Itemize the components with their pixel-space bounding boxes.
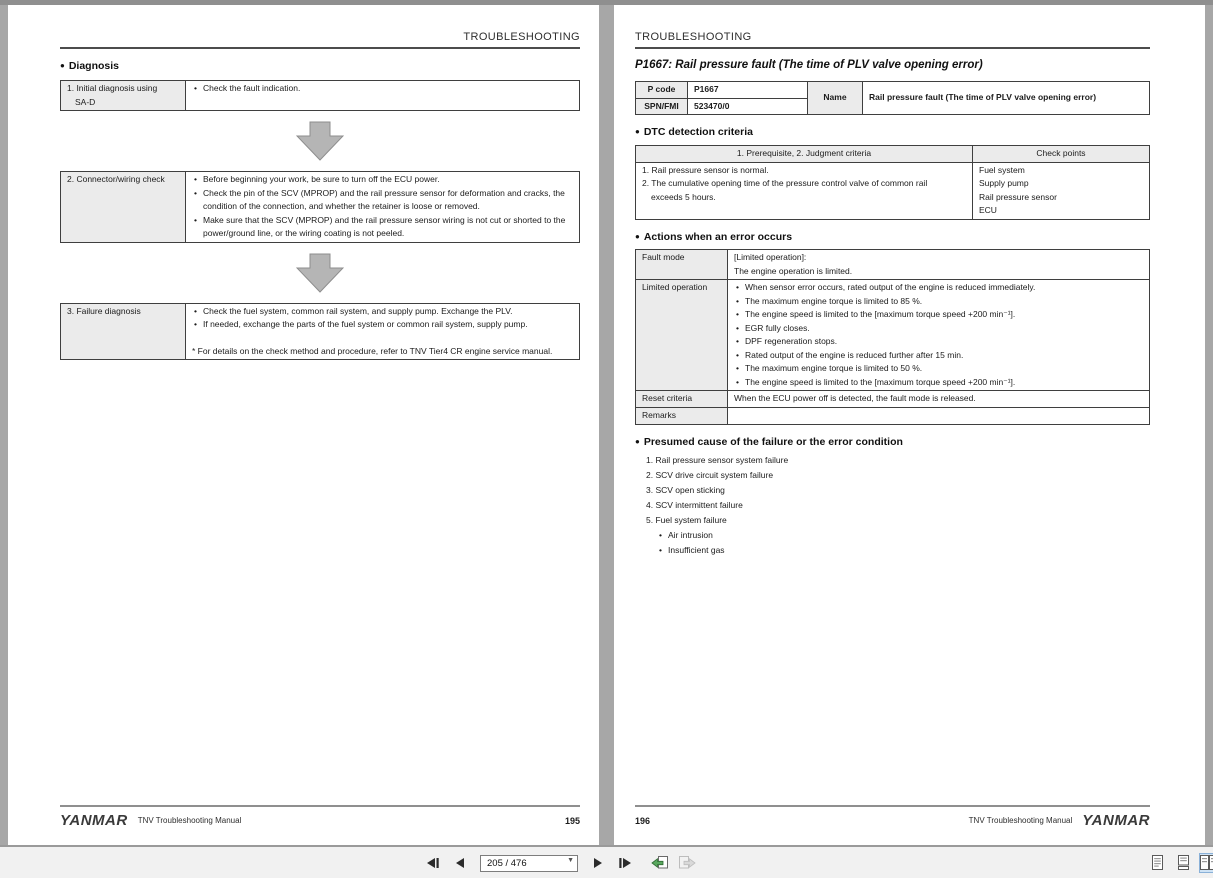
limited-operation-bullet: • The maximum engine torque is limited to 85 %.	[734, 295, 1143, 309]
first-page-icon[interactable]	[424, 854, 442, 872]
presumed-cause-item: 5. Fuel system failure	[646, 514, 727, 525]
checkpoints-cell	[973, 162, 1150, 220]
step1-label-line1: 1. Initial diagnosis using	[67, 83, 158, 93]
section-heading-dtc-criteria: ● DTC detection criteria	[635, 126, 1150, 138]
page-number-input[interactable]	[480, 855, 578, 872]
step2-bullet: • Check the pin of the SCV (MPROP) and the rail pressure sensor for deformation and cracks, the condition of the connection, and whether the retainer is loose or removed.	[192, 187, 573, 214]
next-view-icon[interactable]	[678, 854, 696, 872]
check-point: Fuel system	[979, 164, 1025, 175]
yanmar-logo: YANMAR	[1082, 812, 1150, 829]
fault-mode-label-cell: Fault mode	[636, 250, 728, 280]
table-row	[636, 82, 1150, 99]
manual-page-left	[8, 5, 599, 845]
reset-criteria-label-cell: Reset criteria	[636, 391, 728, 408]
step1-label-line2: SA-D	[75, 96, 96, 107]
check-point: ECU	[979, 205, 997, 215]
footer-rule	[635, 805, 1150, 807]
remarks-value-cell	[728, 407, 1150, 424]
step3-label-cell	[61, 303, 186, 360]
pcode-value-cell: P1667	[688, 82, 808, 99]
table-row	[636, 391, 1150, 408]
single-page-view-icon[interactable]	[1147, 853, 1167, 873]
check-point: Supply pump	[979, 178, 1029, 188]
presumed-cause-item: 1. Rail pressure sensor system failure	[646, 454, 789, 465]
chevron-down-icon[interactable]: ▼	[567, 857, 574, 864]
limited-operation-value-cell	[728, 280, 1150, 391]
page-navigation-group	[424, 847, 696, 878]
spn-value-cell: 523470/0	[688, 98, 808, 115]
actions-table	[635, 249, 1150, 425]
step2-bullet: • Make sure that the SCV (MPROP) and the rail pressure sensor wiring is not cut or shorted to the power/ground line, or the wiring coating is not peeled.	[192, 214, 573, 241]
page-footer	[635, 805, 1150, 829]
flow-down-arrow-icon	[296, 121, 344, 161]
table-row	[61, 81, 580, 111]
step2-label: 2. Connector/wiring check	[67, 174, 165, 184]
reset-criteria-value-cell: When the ECU power off is detected, the fault mode is released.	[728, 391, 1150, 408]
page-footer	[60, 805, 580, 829]
presumed-cause-item: 3. SCV open sticking	[646, 484, 725, 495]
flow-down-arrow-icon	[296, 253, 344, 293]
manual-title: TNV Troubleshooting Manual	[137, 816, 242, 825]
diagnosis-step1-table	[60, 80, 580, 111]
viewer-statusbar	[0, 845, 1213, 878]
spn-label-cell: SPN/FMI	[636, 98, 688, 115]
fault-mode-line: The engine operation is limited.	[734, 265, 853, 276]
presumed-cause-sub-item: • Insufficient gas	[646, 543, 1150, 558]
presumed-cause-item: 4. SCV intermittent failure	[646, 499, 743, 510]
diagnosis-step3-table	[60, 303, 580, 361]
dtc-criteria-table	[635, 145, 1150, 220]
section-heading-actions: ● Actions when an error occurs	[635, 231, 1150, 243]
limited-operation-bullet: • The engine speed is limited to the [maximum torque speed +200 min⁻¹].	[734, 376, 1143, 390]
fault-mode-line: [Limited operation]:	[734, 252, 807, 262]
criteria-cell	[636, 162, 973, 220]
last-page-icon[interactable]	[616, 854, 634, 872]
step3-label: 3. Failure diagnosis	[67, 305, 141, 316]
header-rule	[60, 47, 580, 49]
footer-rule	[60, 805, 580, 807]
step3-detail-cell	[186, 303, 580, 360]
name-value-cell: Rail pressure fault (The time of PLV valve opening error)	[863, 82, 1150, 115]
table-header-row	[636, 146, 1150, 163]
table-row	[61, 172, 580, 243]
name-label-cell: Name	[808, 82, 863, 115]
criteria-line: exceeds 5 hours.	[651, 191, 716, 202]
step2-label-cell	[61, 172, 186, 243]
pdf-canvas	[0, 5, 1213, 845]
remarks-label-cell: Remarks	[636, 407, 728, 424]
limited-operation-bullet: • The maximum engine torque is limited to 50 %.	[734, 362, 1143, 376]
table-row	[636, 407, 1150, 424]
criteria-line: 1. Rail pressure sensor is normal.	[642, 164, 769, 175]
limited-operation-bullet: • Rated output of the engine is reduced further after 15 min.	[734, 349, 1143, 363]
yanmar-logo: YANMAR	[60, 812, 128, 829]
limited-operation-bullet: • The engine speed is limited to the [maximum torque speed +200 min⁻¹].	[734, 308, 1143, 322]
manual-page-right	[614, 5, 1205, 845]
running-header: TROUBLESHOOTING	[635, 31, 752, 43]
page-number-combo	[480, 853, 578, 872]
table-row	[636, 280, 1150, 391]
page-number: 196	[635, 815, 651, 826]
section-heading-presumed-cause: ● Presumed cause of the failure or the error condition	[635, 436, 1150, 448]
criteria-header-cell: 1. Prerequisite, 2. Judgment criteria	[636, 146, 973, 163]
step3-bullet: • Check the fuel system, common rail system, and supply pump. Exchange the PLV.	[192, 305, 573, 319]
facing-pages-view-icon[interactable]	[1199, 853, 1213, 873]
previous-page-icon[interactable]	[451, 854, 469, 872]
header-rule	[635, 47, 1150, 49]
diagnosis-step2-table	[60, 171, 580, 243]
criteria-line: 2. The cumulative opening time of the pressure control valve of common rail	[642, 178, 928, 188]
page-view-mode-group	[1147, 847, 1213, 878]
running-header: TROUBLESHOOTING	[463, 31, 580, 43]
step3-note: * For details on the check method and procedure, refer to TNV Tier4 CR engine service manual.	[192, 345, 553, 356]
step1-detail-cell	[186, 81, 580, 111]
manual-title: TNV Troubleshooting Manual	[968, 816, 1073, 825]
limited-operation-bullet: • DPF regeneration stops.	[734, 335, 1143, 349]
limited-operation-bullet: • When sensor error occurs, rated output of the engine is reduced immediately.	[734, 281, 1143, 295]
dtc-code-table	[635, 81, 1150, 115]
step2-bullet: • Before beginning your work, be sure to turn off the ECU power.	[192, 173, 573, 187]
dtc-title: P1667: Rail pressure fault (The time of PLV valve opening error)	[635, 59, 983, 71]
limited-operation-bullet: • EGR fully closes.	[734, 322, 1143, 336]
presumed-cause-item: 2. SCV drive circuit system failure	[646, 469, 774, 480]
table-row	[636, 250, 1150, 280]
previous-view-icon[interactable]	[651, 854, 669, 872]
check-point: Rail pressure sensor	[979, 191, 1057, 202]
table-row	[61, 303, 580, 360]
step1-label-cell	[61, 81, 186, 111]
pcode-label-cell: P code	[636, 82, 688, 99]
next-page-icon[interactable]	[589, 854, 607, 872]
continuous-view-icon[interactable]	[1173, 853, 1193, 873]
table-row	[636, 162, 1150, 220]
presumed-cause-sub-item: • Air intrusion	[646, 528, 1150, 543]
fault-mode-value-cell	[728, 250, 1150, 280]
limited-operation-label-cell: Limited operation	[636, 280, 728, 391]
step2-detail-cell	[186, 172, 580, 243]
step3-bullet: • If needed, exchange the parts of the fuel system or common rail system, supply pump.	[192, 318, 573, 332]
page-number: 195	[564, 815, 580, 826]
checkpoints-header-cell: Check points	[973, 146, 1150, 163]
step1-bullet: • Check the fault indication.	[192, 82, 573, 96]
presumed-cause-list	[635, 453, 1150, 558]
section-heading-diagnosis: ● Diagnosis	[60, 60, 580, 72]
